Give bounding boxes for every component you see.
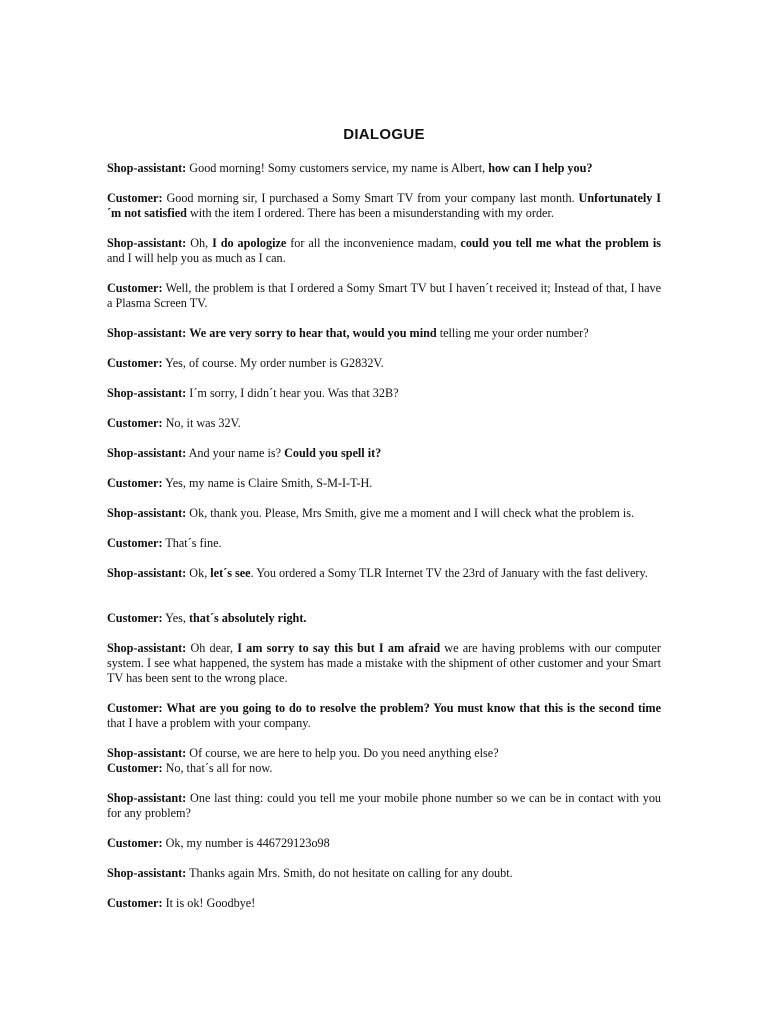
dialogue-text: for all the inconvenience madam,	[286, 236, 461, 250]
dialogue-text: Good morning sir, I purchased a Somy Smart TV from your company last month.	[166, 191, 579, 205]
dialogue-line	[107, 761, 661, 776]
dialogue-text: Oh dear,	[190, 641, 238, 655]
dialogue-line	[107, 236, 661, 266]
dialogue-text: Good morning! Somy customers service, my name is Albert,	[189, 161, 489, 175]
emphasis-text: What are you going to do to resolve the problem? You must know that this is the second time	[166, 701, 661, 715]
dialogue-line	[107, 191, 661, 221]
dialogue-text: telling me your order number?	[436, 326, 589, 340]
speaker-shop-assistant: Shop-assistant:	[107, 791, 187, 805]
speaker-shop-assistant: Shop-assistant:	[107, 506, 187, 520]
dialogue-line	[107, 506, 661, 521]
dialogue-line	[107, 386, 661, 401]
dialogue-line	[107, 416, 661, 431]
dialogue-line	[107, 536, 661, 551]
emphasis-text: We are very sorry to hear that, would you mind	[189, 326, 437, 340]
emphasis-text: I do apologize	[212, 236, 287, 250]
dialogue-line	[107, 896, 661, 911]
dialogue-text: Yes,	[165, 611, 189, 625]
emphasis-text: how can I help you?	[488, 161, 593, 175]
dialogue-text: I´m sorry, I didn´t hear you. Was that 32B?	[189, 386, 399, 400]
dialogue-text: we are having problems with our computer system. I see what happened, the system has made a mistake with the shipment of other customer and your Smart TV has been sent to the wrong place.	[107, 641, 661, 685]
speaker-customer: Customer:	[107, 701, 163, 715]
dialogue-text: Oh,	[190, 236, 213, 250]
speaker-shop-assistant: Shop-assistant:	[107, 641, 187, 655]
dialogue-text: And your name is?	[188, 446, 285, 460]
speaker-shop-assistant: Shop-assistant:	[107, 236, 187, 250]
dialogue-line	[107, 836, 661, 851]
dialogue-line	[107, 701, 661, 731]
emphasis-text: Could you spell it?	[284, 446, 382, 460]
dialogue-line	[107, 446, 661, 461]
speaker-customer: Customer:	[107, 416, 163, 430]
dialogue-text: that I have a problem with your company.	[107, 716, 311, 730]
dialogue-text: Yes, my name is Claire Smith, S-M-I-T-H.	[165, 476, 373, 490]
speaker-customer: Customer:	[107, 356, 163, 370]
emphasis-text: Unfortunately I´m not satisfied	[107, 191, 661, 220]
dialogue-text: Yes, of course. My order number is G2832V.	[165, 356, 384, 370]
dialogue-line	[107, 476, 661, 491]
dialogue-text: Well, the problem is that I ordered a Somy Smart TV but I haven´t received it; Instead of that, I have a Plasma Screen TV.	[107, 281, 661, 310]
speaker-customer: Customer:	[107, 191, 163, 205]
dialogue-text: That´s fine.	[165, 536, 222, 550]
speaker-customer: Customer:	[107, 896, 163, 910]
speaker-shop-assistant: Shop-assistant:	[107, 566, 187, 580]
dialogue-line	[107, 281, 661, 311]
speaker-customer: Customer:	[107, 836, 163, 850]
dialogue-line	[107, 326, 661, 341]
dialogue-text: with the item I ordered. There has been a misunderstanding with my order.	[186, 206, 554, 220]
dialogue-line	[107, 566, 661, 581]
speaker-shop-assistant: Shop-assistant:	[107, 446, 187, 460]
speaker-customer: Customer:	[107, 761, 163, 775]
speaker-shop-assistant: Shop-assistant:	[107, 866, 187, 880]
dialogue-line	[107, 641, 661, 686]
page-title: DIALOGUE	[343, 126, 425, 143]
dialogue-text: Ok,	[189, 566, 211, 580]
dialogue-text: Of course, we are here to help you. Do you need anything else?	[189, 746, 499, 760]
dialogue-line	[107, 611, 661, 626]
dialogue-text: No, it was 32V.	[165, 416, 241, 430]
dialogue-text: . You ordered a Somy TLR Internet TV the 23rd of January with the fast delivery.	[250, 566, 648, 580]
emphasis-text: could you tell me what the problem is	[460, 236, 662, 250]
dialogue-text: Ok, thank you. Please, Mrs Smith, give me a moment and I will check what the problem is.	[189, 506, 635, 520]
speaker-customer: Customer:	[107, 536, 163, 550]
speaker-customer: Customer:	[107, 281, 163, 295]
emphasis-text: that´s absolutely right.	[188, 611, 307, 625]
emphasis-text: I am sorry to say this but I am afraid	[237, 641, 441, 655]
speaker-shop-assistant: Shop-assistant:	[107, 161, 187, 175]
speaker-shop-assistant: Shop-assistant:	[107, 746, 187, 760]
dialogue-text: No, that´s all for now.	[165, 761, 273, 775]
speaker-customer: Customer:	[107, 611, 163, 625]
speaker-shop-assistant: Shop-assistant:	[107, 386, 187, 400]
speaker-customer: Customer:	[107, 476, 163, 490]
dialogue-line	[107, 866, 661, 881]
dialogue-text: Ok, my number is 446729123o98	[165, 836, 330, 850]
dialogue-text: and I will help you as much as I can.	[107, 251, 286, 265]
dialogue-text: It is ok! Goodbye!	[165, 896, 256, 910]
dialogue-line	[107, 356, 661, 371]
dialogue-line	[107, 746, 661, 761]
dialogue-text: Thanks again Mrs. Smith, do not hesitate on calling for any doubt.	[189, 866, 513, 880]
speaker-shop-assistant: Shop-assistant:	[107, 326, 187, 340]
emphasis-text: let´s see	[210, 566, 251, 580]
dialogue-line	[107, 161, 661, 176]
dialogue-line	[107, 791, 661, 821]
dialogue-text: One last thing: could you tell me your mobile phone number so we can be in contact with you for any problem?	[107, 791, 662, 820]
